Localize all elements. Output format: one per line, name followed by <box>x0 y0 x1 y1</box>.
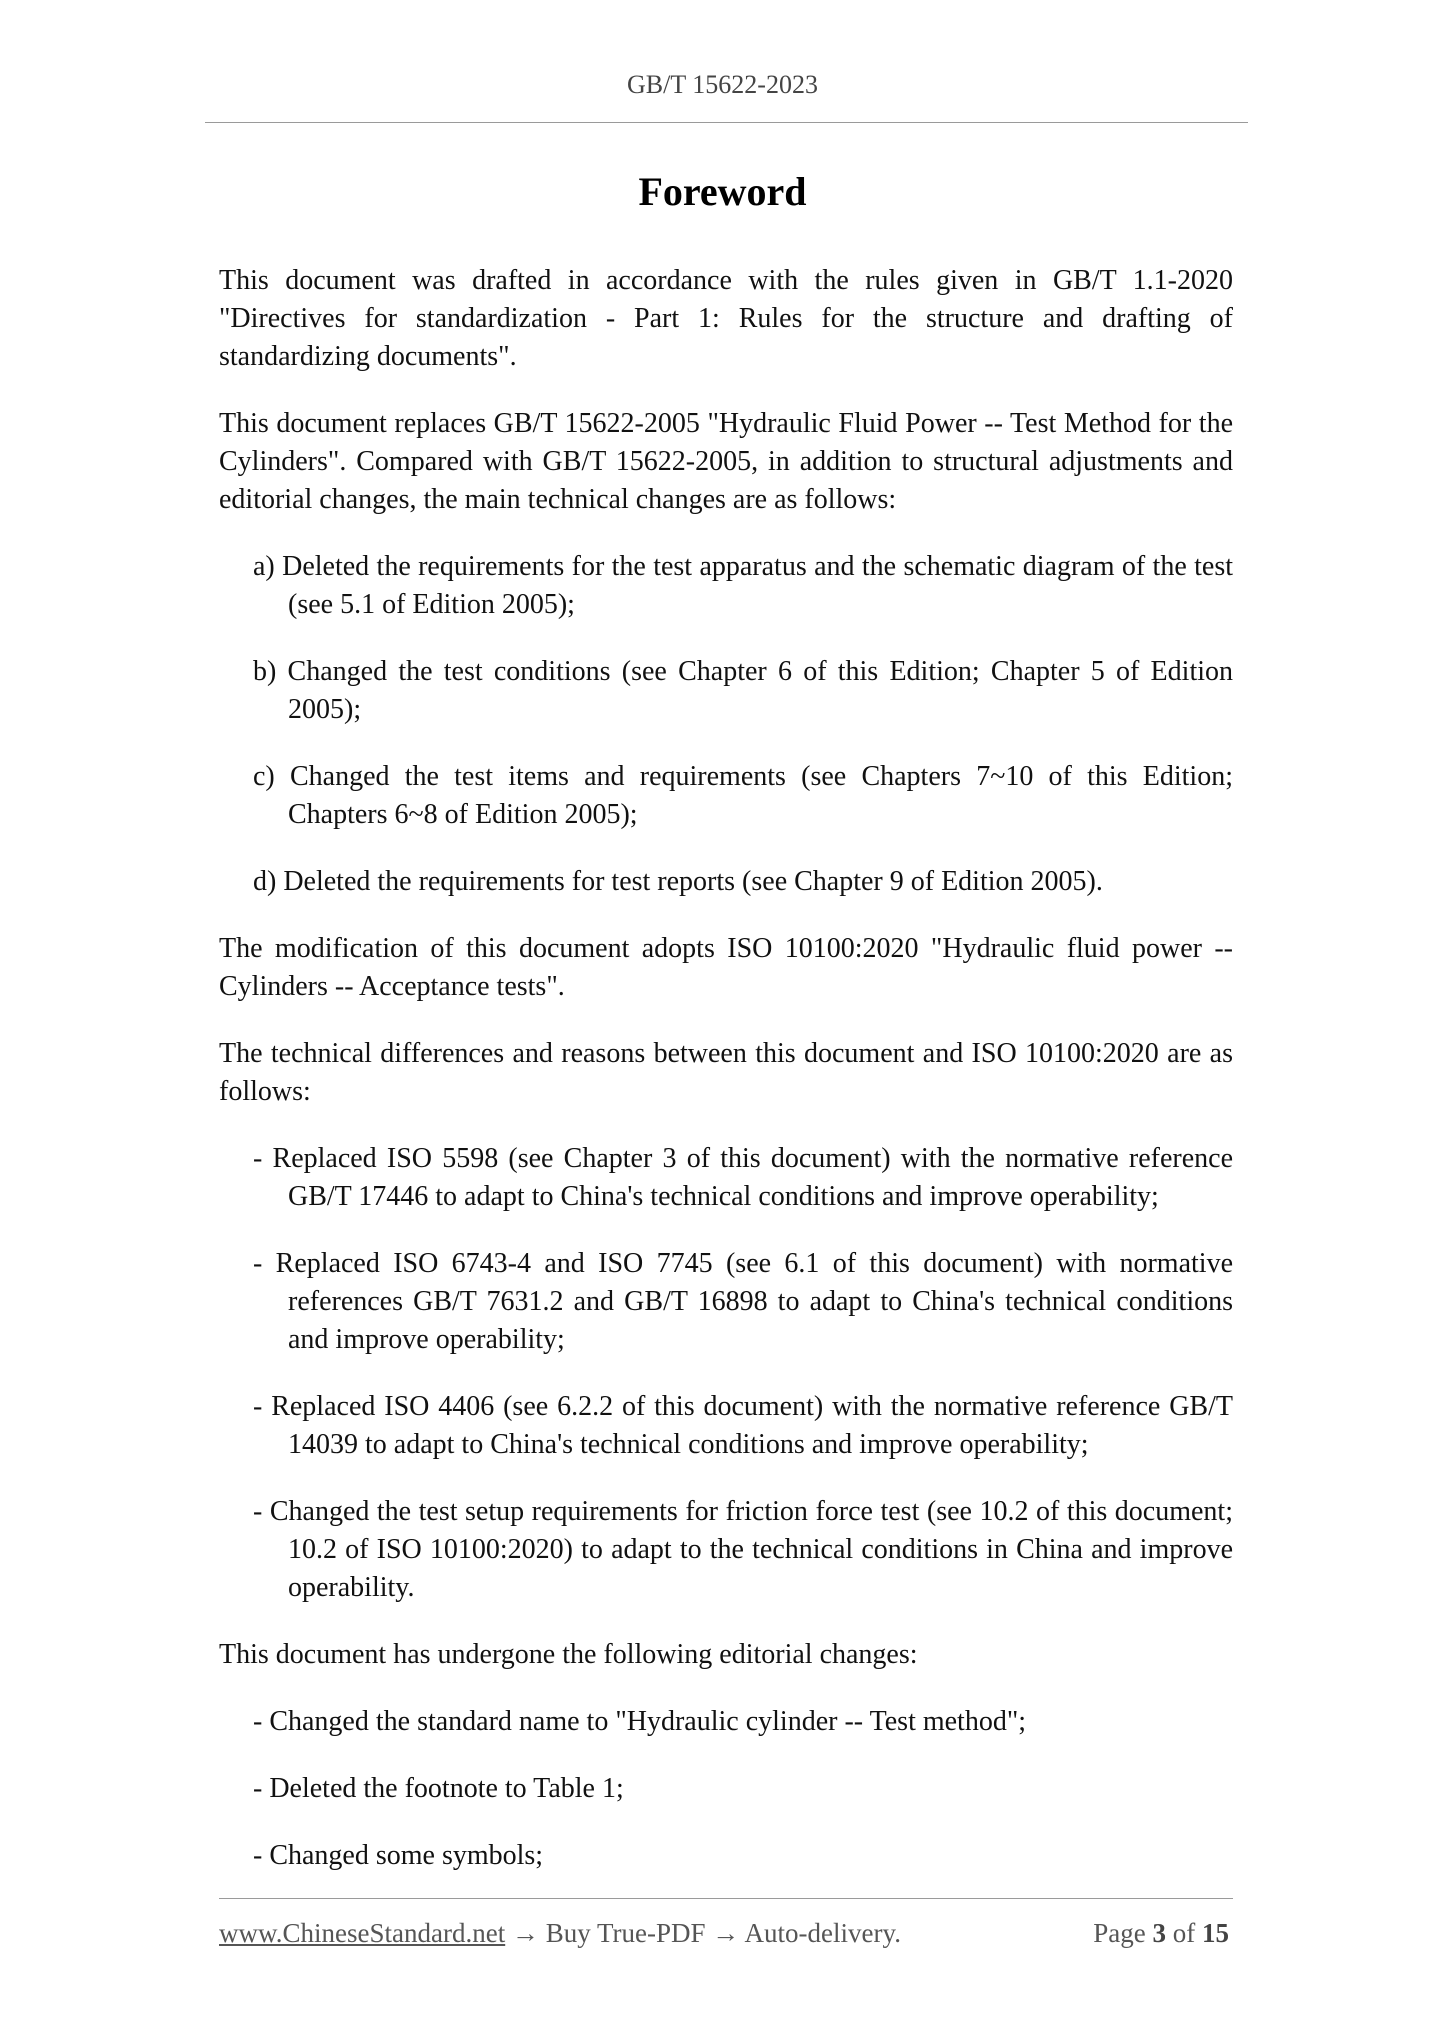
page-total: 15 <box>1202 1918 1229 1948</box>
paragraph-editorial-intro: This document has undergone the following editorial changes: <box>219 1639 918 1670</box>
list-item: - Deleted the footnote to Table 1; <box>253 1773 624 1804</box>
list-item: b) Changed the test conditions (see Chapter 6 of this Edition; Chapter 5 of Edition 2005); <box>253 656 1233 725</box>
footer-promo <box>219 1918 901 1949</box>
page-of-label: of <box>1172 1918 1196 1948</box>
list-item: - Replaced ISO 4406 (see 6.2.2 of this document) with the normative reference GB/T 14039 to adapt to China's technical conditions and improve operability; <box>253 1391 1233 1460</box>
list-item: d) Deleted the requirements for test reports (see Chapter 9 of Edition 2005). <box>253 866 1103 897</box>
technical-differences-list <box>219 1140 1233 1607</box>
list-item: - Changed the test setup requirements for friction force test (see 10.2 of this document; 10.2 of ISO 10100:2020) to adapt to the technical conditions in China and improve operability. <box>253 1496 1233 1603</box>
delivery-text: Auto-delivery. <box>744 1918 901 1948</box>
buy-pdf-text: Buy True-PDF <box>545 1918 706 1948</box>
paragraph-differences-intro: The technical differences and reasons between this document and ISO 10100:2020 are as follows: <box>219 1038 1233 1107</box>
list-item: - Replaced ISO 6743-4 and ISO 7745 (see 6.1 of this document) with normative references GB/T 7631.2 and GB/T 16898 to adapt to China's technical conditions and improve operability; <box>253 1248 1233 1355</box>
paragraph-replaces: This document replaces GB/T 15622-2005 "Hydraulic Fluid Power -- Test Method for the Cylinders". Compared with GB/T 15622-2005, in addition to structural adjustments and editorial changes, the main technical changes are as follows: <box>219 408 1233 515</box>
list-item: - Replaced ISO 5598 (see Chapter 3 of this document) with the normative reference GB/T 17446 to adapt to China's technical conditions and improve operability; <box>253 1143 1233 1212</box>
header-divider <box>205 122 1248 123</box>
list-item: a) Deleted the requirements for the test apparatus and the schematic diagram of the test (see 5.1 of Edition 2005); <box>253 551 1233 620</box>
list-item: c) Changed the test items and requirements (see Chapters 7~10 of this Edition; Chapters 6~8 of Edition 2005); <box>253 761 1233 830</box>
paragraph-adoption: The modification of this document adopts ISO 10100:2020 "Hydraulic fluid power -- Cylinders -- Acceptance tests". <box>219 933 1233 1002</box>
page-label: Page <box>1093 1918 1146 1948</box>
list-item: - Changed the standard name to "Hydraulic cylinder -- Test method"; <box>253 1706 1027 1737</box>
arrow-right-icon: → <box>511 1918 539 1948</box>
page-title: Foreword <box>638 169 807 214</box>
arrow-right-icon: → <box>712 1918 740 1948</box>
editorial-changes-list <box>219 1703 1233 1875</box>
footer-divider <box>219 1898 1233 1899</box>
paragraph-drafting-rules: This document was drafted in accordance with the rules given in GB/T 1.1-2020 "Directives for standardization - Part 1: Rules for the structure and drafting of standardizing documents". <box>219 265 1233 372</box>
page-current: 3 <box>1152 1918 1166 1948</box>
foreword-content <box>219 262 1233 1904</box>
website-link[interactable]: www.ChineseStandard.net <box>219 1918 506 1948</box>
list-item: - Changed some symbols; <box>253 1840 544 1871</box>
technical-changes-list <box>219 548 1233 901</box>
page-header: GB/T 15622-2023 <box>627 70 818 99</box>
page-number <box>1093 1918 1229 1949</box>
